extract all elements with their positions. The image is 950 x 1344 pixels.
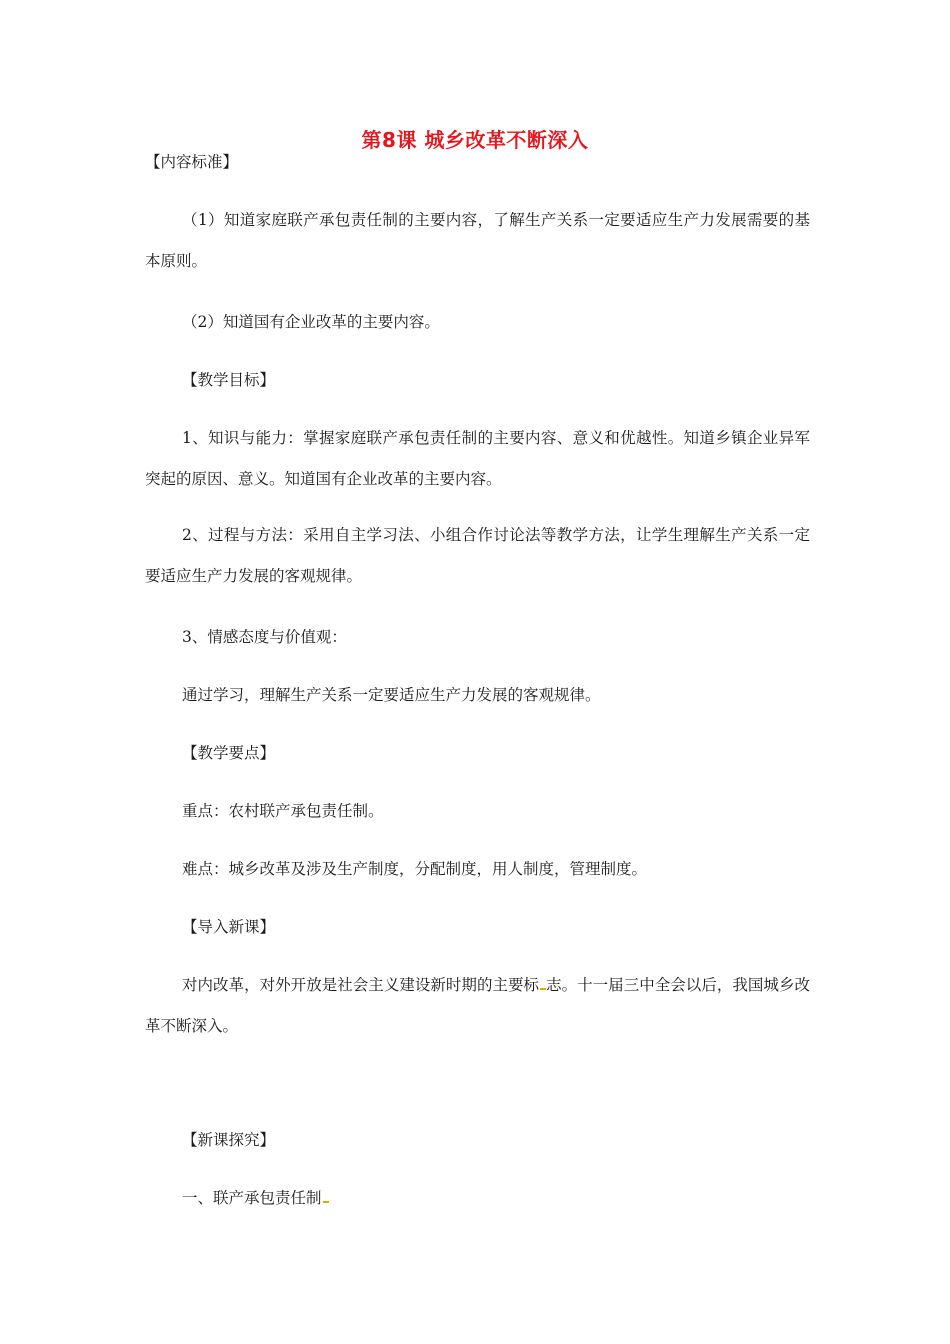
section-1-text: 一、联产承包责任制 bbox=[182, 1189, 322, 1207]
key-point-line: 重点：农村联产承包责任制。 bbox=[182, 802, 384, 820]
new-lesson-heading: 【新课探究】 bbox=[182, 1131, 276, 1149]
content-standard-heading: 【内容标准】 bbox=[145, 153, 239, 171]
edit-mark bbox=[323, 1201, 329, 1203]
key-points-heading: 【教学要点】 bbox=[182, 744, 276, 762]
teaching-goals-heading: 【教学目标】 bbox=[182, 371, 276, 389]
standard-2-line: （2）知道国有企业改革的主要内容。 bbox=[182, 313, 440, 331]
goal-3-text: 通过学习，理解生产关系一定要适应生产力发展的客观规律。 bbox=[182, 686, 601, 704]
goal-2-paragraph: 2、过程与方法：采用自主学习法、小组合作讨论法等教学方法，让学生理解生产关系一定要适应生产力发展的客观规律。 bbox=[145, 526, 810, 585]
intro-heading: 【导入新课】 bbox=[182, 918, 276, 936]
intro-text-b: 志。十一届三中全会以后，我国城乡改革不断深入。 bbox=[145, 976, 810, 1035]
goal-3-line: 3、情感态度与价值观： bbox=[182, 628, 347, 646]
difficult-point-line: 难点：城乡改革及涉及生产制度，分配制度，用人制度，管理制度。 bbox=[182, 860, 648, 878]
intro-text-a: 对内改革，对外开放是社会主义建设新时期的主要标 bbox=[182, 976, 540, 994]
section-1-heading bbox=[182, 1188, 329, 1208]
standard-1-paragraph: （1）知道家庭联产承包责任制的主要内容，了解生产关系一定要适应生产力发展需要的基本原则。 bbox=[145, 211, 810, 270]
page-title: 第8课 城乡改革不断深入 bbox=[361, 128, 589, 152]
intro-paragraph bbox=[145, 965, 810, 1047]
goal-1-paragraph: 1、知识与能力：掌握家庭联产承包责任制的主要内容、意义和优越性。知道乡镇企业异军突起的原因、意义。知道国有企业改革的主要内容。 bbox=[145, 429, 810, 488]
